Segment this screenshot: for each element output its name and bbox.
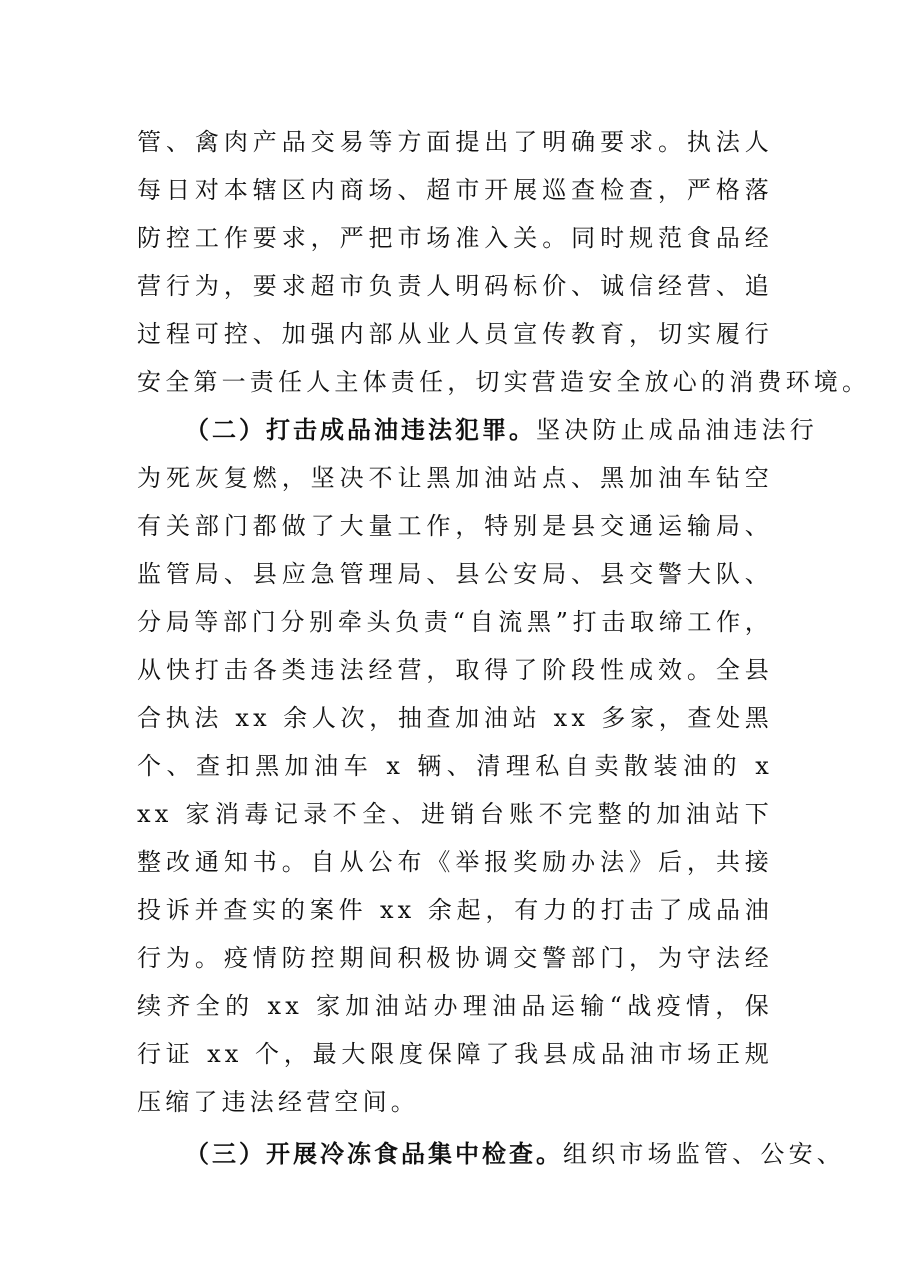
text-line: 行证 xx 个，最大限度保障了我县成品油市场正规 — [137, 1040, 773, 1068]
text-line: 个、查扣黑加油车 x 辆、清理私自卖散装油的 x — [137, 752, 773, 780]
document-body — [137, 118, 871, 1178]
text-line: 过程可控、加强内部从业人员宣传教育，切实履行 — [137, 320, 773, 348]
paragraph-oil-crackdown — [137, 406, 818, 1126]
text-line: 监管局、县应急管理局、县公安局、县交警大队、 — [137, 560, 773, 588]
text-line: 从快打击各类违法经营，取得了阶段性成效。全县 — [137, 656, 773, 684]
text-line: 为死灰复燃，坚决不让黑加油站点、黑加油车钻空 — [137, 464, 773, 492]
paragraph-first-line — [137, 406, 818, 454]
text-line: xx 家消毒记录不全、进销台账不完整的加油站下 — [137, 800, 773, 828]
section-heading: （二）打击成品油违法犯罪。 — [185, 416, 536, 444]
text-line: 合执法 xx 余人次，抽查加油站 xx 多家，查处黑 — [137, 704, 773, 732]
text-segment: 组织市场监管、公安、 — [563, 1140, 845, 1168]
paragraph-first-line — [137, 1130, 845, 1178]
paragraph-frozen-food-inspection — [137, 1130, 845, 1178]
text-line: 分局等部门分别牵头负责“自流黑”打击取缔工作， — [137, 608, 773, 636]
text-line: 投诉并查实的案件 xx 余起，有力的打击了成品油 — [137, 896, 773, 924]
section-heading: （三）开展冷冻食品集中检查。 — [185, 1140, 563, 1168]
text-line: 营行为，要求超市负责人明码标价、诚信经营、追 — [137, 272, 773, 300]
text-line: 行为。疫情防控期间积极协调交警部门，为守法经 — [137, 944, 773, 972]
text-line: 续齐全的 xx 家加油站办理油品运输“战疫情，保 — [137, 992, 773, 1020]
text-line: 整改通知书。自从公布《举报奖励办法》后，共接 — [137, 848, 773, 876]
paragraph-market-inspection — [137, 118, 871, 406]
text-line: 每日对本辖区内商场、超市开展巡查检查，严格落 — [137, 176, 773, 204]
text-line: 压缩了违法经营空间。 — [137, 1088, 419, 1116]
text-line: 管、禽肉产品交易等方面提出了明确要求。执法人 — [137, 128, 773, 156]
text-line: 安全第一责任人主体责任，切实营造安全放心的消费环境。 — [137, 368, 871, 396]
text-line: 有关部门都做了大量工作，特别是县交通运输局、 — [137, 512, 773, 540]
text-segment: 坚决防止成品油违法行 — [536, 416, 818, 444]
text-line: 防控工作要求，严把市场准入关。同时规范食品经 — [137, 224, 773, 252]
